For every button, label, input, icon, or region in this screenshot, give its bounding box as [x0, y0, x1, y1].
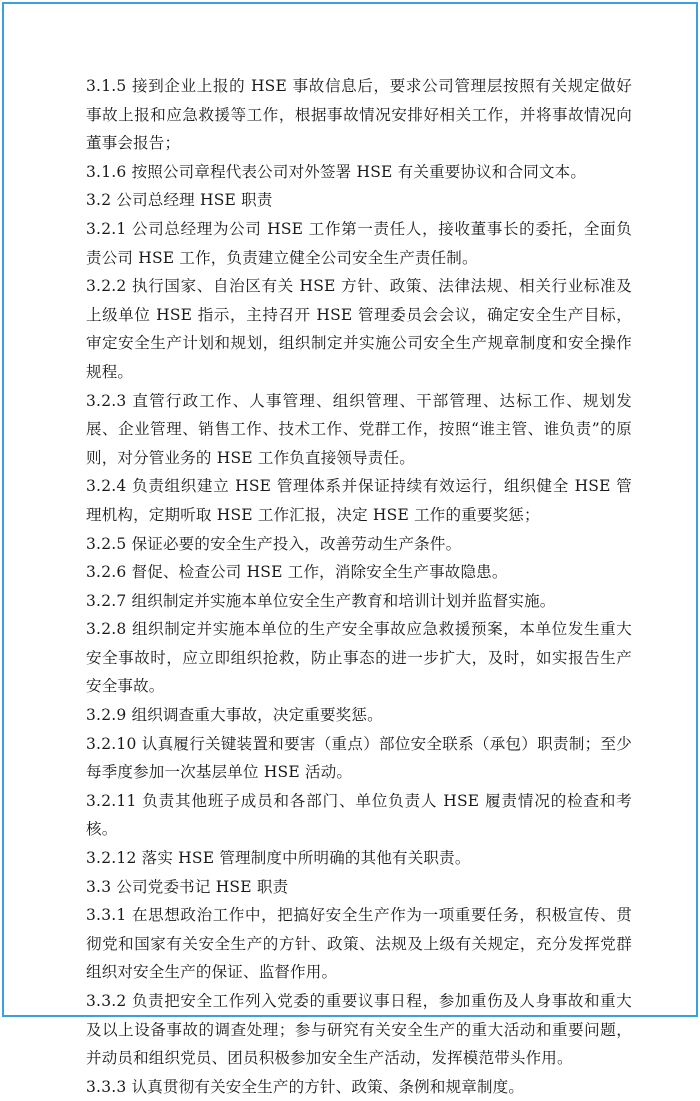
paragraph-3-2-12: 3.2.12 落实 HSE 管理制度中所明确的其他有关职责。	[86, 849, 471, 868]
paragraph-3-2-8: 3.2.8 组织制定并实施本单位的生产安全事故应急救援预案，本单位发生重大安全事故时，应立即组织抢救，防止事态的进一步扩大，及时，如实报告生产安全事故。	[86, 620, 632, 696]
paragraph-3-3-3: 3.3.3 认真贯彻有关安全生产的方针、政策、条例和规章制度。	[86, 1077, 525, 1096]
paragraph-3-1-6: 3.1.6 按照公司章程代表公司对外签署 HSE 有关重要协议和合同文本。	[86, 162, 587, 181]
document-body	[86, 72, 632, 1101]
paragraph-3-2-1: 3.2.1 公司总经理为公司 HSE 工作第一责任人，接收董事长的委托，全面负责公司 HSE 工作，负责建立健全公司安全生产责任制。	[86, 219, 632, 267]
paragraph-3-2-11: 3.2.11 负责其他班子成员和各部门、单位负责人 HSE 履责情况的检查和考核。	[86, 791, 632, 839]
section-heading-3-3: 3.3 公司党委书记 HSE 职责	[86, 877, 289, 896]
paragraph-3-2-6: 3.2.6 督促、检查公司 HSE 工作，消除安全生产事故隐患。	[86, 563, 508, 582]
section-heading-3-2: 3.2 公司总经理 HSE 职责	[86, 191, 273, 210]
paragraph-3-1-5: 3.1.5 接到企业上报的 HSE 事故信息后，要求公司管理层按照有关规定做好事故上报和应急救援等工作，根据事故情况安排好相关工作，并将事故情况向董事会报告；	[86, 77, 632, 153]
paragraph-3-2-7: 3.2.7 组织制定并实施本单位安全生产教育和培训计划并监督实施。	[86, 591, 556, 610]
paragraph-3-3-2: 3.3.2 负责把安全工作列入党委的重要议事日程，参加重伤及人身事故和重大及以上设备事故的调查处理；参与研究有关安全生产的重大活动和重要问题，并动员和组织党员、团员积极参加安全生产活动，发挥模范带头作用。	[86, 992, 632, 1068]
paragraph-3-2-5: 3.2.5 保证必要的安全生产投入，改善劳动生产条件。	[86, 534, 462, 553]
paragraph-3-2-9: 3.2.9 组织调查重大事故，决定重要奖惩。	[86, 706, 383, 725]
paragraph-3-2-3: 3.2.3 直管行政工作、人事管理、组织管理、干部管理、达标工作、规划发展、企业管理、销售工作、技术工作、党群工作，按照“谁主管、谁负责”的原则，对分管业务的 HSE 工作负直接领导责任。	[86, 391, 632, 467]
paragraph-3-2-4: 3.2.4 负责组织建立 HSE 管理体系并保证持续有效运行，组织健全 HSE 管理机构，定期听取 HSE 工作汇报，决定 HSE 工作的重要奖惩；	[86, 477, 632, 524]
paragraph-3-3-1: 3.3.1 在思想政治工作中，把搞好安全生产作为一项重要任务，积极宣传、贯彻党和国家有关安全生产的方针、政策、法规及上级有关规定，充分发挥党群组织对安全生产的保证、监督作用。	[86, 906, 632, 982]
paragraph-3-2-2: 3.2.2 执行国家、自治区有关 HSE 方针、政策、法律法规、相关行业标准及上级单位 HSE 指示，主持召开 HSE 管理委员会会议，确定安全生产目标，审定安全生产计划和规划，组织制定并实施公司安全生产规章制度和安全操作规程。	[86, 277, 632, 381]
paragraph-3-2-10: 3.2.10 认真履行关键装置和要害（重点）部位安全联系（承包）职责制；至少每季度参加一次基层单位 HSE 活动。	[86, 734, 632, 782]
